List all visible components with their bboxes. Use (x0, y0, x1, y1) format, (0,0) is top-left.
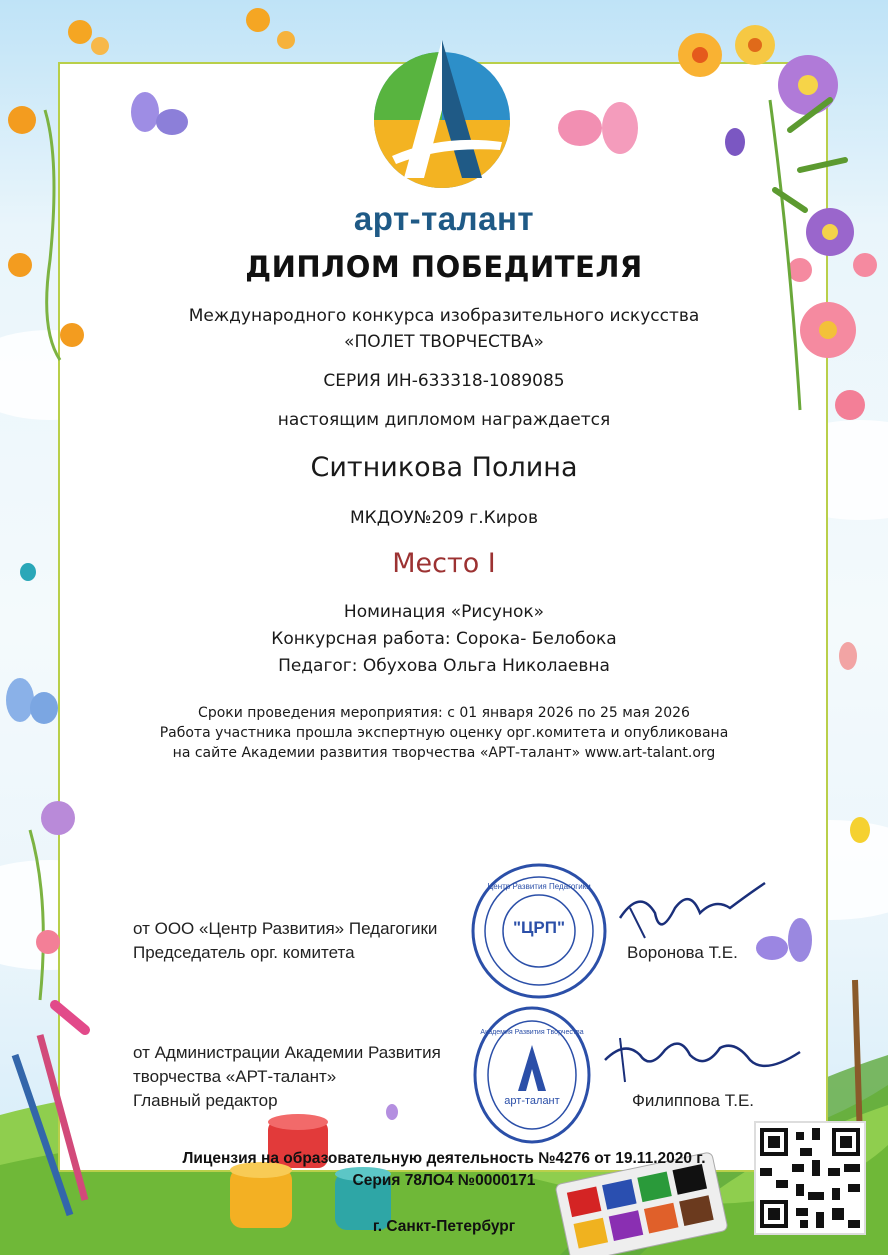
orange-blossom-icon (8, 8, 295, 347)
brand-name: арт-талант (353, 200, 535, 237)
org2-line2: творчества «АРТ-талант» (133, 1067, 337, 1086)
org1-line1: от ООО «Центр Развития» Педагогики (133, 919, 438, 938)
license-line2: Серия 78ЛО4 №0000171 (352, 1172, 536, 1189)
org1-line2: Председатель орг. комитета (133, 943, 355, 962)
org2-line3: Главный редактор (133, 1091, 278, 1110)
qr-pattern-icon (756, 1123, 864, 1233)
contest-work: Конкурсная работа: Сорока- Белобока (271, 629, 617, 649)
stamp2-ring-text: Академия Развития Творчества (480, 1029, 584, 1036)
stamp-ring-icon (472, 1005, 592, 1145)
stamp1-ring-text: Центр Развития Педагогики (487, 882, 591, 891)
awarded-text: настоящим дипломом награждается (277, 410, 611, 430)
contest-line1: Международного конкурса изобразительного искусства (188, 306, 700, 326)
crp-stamp (470, 862, 608, 1000)
series-number: СЕРИЯ ИН-633318-1089085 (323, 371, 565, 391)
license-city: г. Санкт-Петербург (372, 1218, 516, 1235)
org1-signer: Воронова Т.Е. (627, 943, 738, 962)
review-line1: Работа участника прошла экспертную оценку орг.комитета и опубликована (159, 725, 729, 741)
signature-voronova-icon (600, 878, 770, 948)
event-dates: Сроки проведения мероприятия: с 01 января 2026 по 25 мая 2026 (198, 705, 690, 721)
org2-line1: от Администрации Академии Развития (133, 1043, 441, 1062)
place-award: Место I (392, 548, 496, 579)
org2-signer: Филиппова Т.Е. (632, 1091, 755, 1110)
review-line2: на сайте Академии развития творчества «АРТ-талант» www.art-talant.org (172, 745, 716, 761)
stamp1-center: "ЦРП" (512, 918, 566, 937)
contest-line2: «ПОЛЕТ ТВОРЧЕСТВА» (344, 332, 544, 352)
institution: МКДОУ№209 г.Киров (350, 508, 538, 528)
art-talant-stamp (472, 1005, 592, 1145)
diploma-title: ДИПЛОМ ПОБЕДИТЕЛЯ (245, 250, 643, 284)
recipient-name: Ситникова Полина (310, 452, 578, 483)
stamp2-center: арт-талант (504, 1095, 560, 1107)
license-line1: Лицензия на образовательную деятельность №4276 от 19.11.2020 г. (182, 1150, 706, 1167)
art-talant-logo-icon (372, 38, 512, 196)
nomination: Номинация «Рисунок» (343, 602, 545, 622)
qr-code-icon (754, 1121, 866, 1235)
teacher: Педагог: Обухова Ольга Николаевна (278, 656, 610, 676)
signature-filippova-icon (595, 1020, 805, 1090)
